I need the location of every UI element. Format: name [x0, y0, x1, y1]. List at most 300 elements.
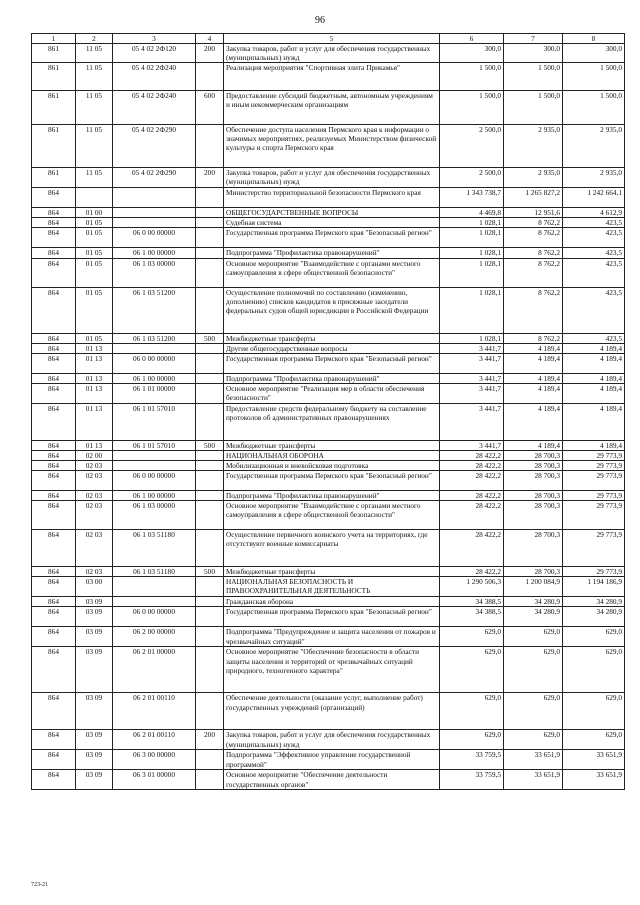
admin-code-cell: 864	[32, 471, 76, 491]
amount-year3-cell: 1 500,0	[563, 63, 625, 91]
item-name-cell: Осуществление полномочий по составлению (изменению, дополнению) списков кандидатов в присяжные заседатели федеральных судов общей юрисдикции в Российской Федерации	[224, 287, 440, 333]
amount-year1-cell: 3 441,7	[440, 353, 504, 373]
amount-year2-cell: 8 762,2	[504, 228, 563, 248]
admin-code-cell: 864	[32, 353, 76, 373]
column-number: 5	[224, 34, 440, 44]
admin-code-cell: 861	[32, 168, 76, 188]
admin-code-cell: 864	[32, 373, 76, 383]
item-name-cell: Межбюджетные трансферты	[224, 333, 440, 343]
amount-year3-cell: 300,0	[563, 44, 625, 63]
amount-year2-cell: 28 700,3	[504, 461, 563, 471]
table-row	[32, 63, 625, 91]
section-code-cell: 01 13	[76, 383, 113, 403]
amount-year3-cell: 33 651,9	[563, 750, 625, 770]
table-row	[32, 91, 625, 125]
target-article-cell: 05 4 02 2Ф290	[113, 125, 196, 168]
item-name-cell: Подпрограмма "Профилактика правонарушений"	[224, 373, 440, 383]
amount-year3-cell: 423,5	[563, 287, 625, 333]
amount-year3-cell: 29 773,9	[563, 491, 625, 501]
amount-year2-cell: 4 189,4	[504, 403, 563, 440]
item-name-cell: Основное мероприятие "Взаимодействие с органами местного самоуправления в сфере общественной безопасности"	[224, 258, 440, 287]
table-row	[32, 343, 625, 353]
table-row	[32, 567, 625, 577]
admin-code-cell: 864	[32, 501, 76, 530]
amount-year1-cell: 4 469,8	[440, 208, 504, 218]
target-article-cell: 06 1 01 00000	[113, 383, 196, 403]
expense-type-cell	[196, 228, 224, 248]
section-code-cell: 11 05	[76, 168, 113, 188]
expense-type-cell	[196, 597, 224, 607]
expense-type-cell	[196, 63, 224, 91]
item-name-cell: Государственная программа Пермского края "Безопасный регион"	[224, 471, 440, 491]
expense-type-cell: 600	[196, 91, 224, 125]
amount-year3-cell: 423,5	[563, 228, 625, 248]
target-article-cell: 06 1 03 00000	[113, 501, 196, 530]
table-row	[32, 597, 625, 607]
amount-year1-cell: 34 388,5	[440, 597, 504, 607]
admin-code-cell: 861	[32, 125, 76, 168]
section-code-cell: 01 05	[76, 258, 113, 287]
amount-year1-cell: 28 422,2	[440, 471, 504, 491]
amount-year1-cell: 1 290 506,3	[440, 577, 504, 597]
section-code-cell: 03 09	[76, 597, 113, 607]
amount-year2-cell: 629,0	[504, 730, 563, 750]
expense-type-cell	[196, 627, 224, 647]
expense-type-cell: 500	[196, 567, 224, 577]
item-name-cell: Обеспечение доступа населения Пермского края к информации о значимых мероприятиях, реализуемых Министерством физической культуры и спорта Пермского края	[224, 125, 440, 168]
amount-year2-cell: 8 762,2	[504, 248, 563, 258]
expense-type-cell	[196, 530, 224, 567]
section-code-cell: 01 05	[76, 248, 113, 258]
expense-type-cell: 500	[196, 333, 224, 343]
target-article-cell: 06 1 00 00000	[113, 373, 196, 383]
target-article-cell: 06 0 00 00000	[113, 607, 196, 627]
table-row	[32, 627, 625, 647]
target-article-cell: 06 2 01 00000	[113, 647, 196, 693]
expense-type-cell	[196, 353, 224, 373]
expense-type-cell	[196, 647, 224, 693]
amount-year2-cell: 629,0	[504, 647, 563, 693]
column-number: 2	[76, 34, 113, 44]
admin-code-cell: 864	[32, 450, 76, 460]
target-article-cell: 06 1 03 51200	[113, 333, 196, 343]
table-row	[32, 208, 625, 218]
table-row	[32, 125, 625, 168]
column-number: 3	[113, 34, 196, 44]
expense-type-cell	[196, 248, 224, 258]
amount-year1-cell: 2 500,0	[440, 168, 504, 188]
section-code-cell: 03 09	[76, 693, 113, 730]
target-article-cell: 06 1 01 57010	[113, 403, 196, 440]
amount-year1-cell: 33 759,5	[440, 770, 504, 790]
expense-type-cell	[196, 471, 224, 491]
column-number: 6	[440, 34, 504, 44]
target-article-cell: 06 0 00 00000	[113, 471, 196, 491]
section-code-cell: 01 05	[76, 287, 113, 333]
amount-year2-cell: 2 935,0	[504, 125, 563, 168]
target-article-cell: 05 4 02 2Ф240	[113, 63, 196, 91]
admin-code-cell: 864	[32, 647, 76, 693]
section-code-cell: 01 05	[76, 218, 113, 228]
admin-code-cell: 864	[32, 567, 76, 577]
section-code-cell: 03 09	[76, 770, 113, 790]
expense-type-cell	[196, 403, 224, 440]
amount-year2-cell: 33 651,9	[504, 770, 563, 790]
amount-year2-cell: 33 651,9	[504, 750, 563, 770]
amount-year3-cell: 4 189,4	[563, 403, 625, 440]
amount-year1-cell: 28 422,2	[440, 450, 504, 460]
item-name-cell: Подпрограмма "Профилактика правонарушений"	[224, 491, 440, 501]
expense-type-cell	[196, 373, 224, 383]
item-name-cell: Предоставление средств федеральному бюджету на составление протоколов об административных правонарушениях	[224, 403, 440, 440]
table-row	[32, 44, 625, 63]
amount-year3-cell: 29 773,9	[563, 461, 625, 471]
table-row	[32, 440, 625, 450]
amount-year3-cell: 34 280,9	[563, 607, 625, 627]
admin-code-cell: 864	[32, 627, 76, 647]
amount-year3-cell: 29 773,9	[563, 471, 625, 491]
table-row	[32, 353, 625, 373]
amount-year1-cell: 629,0	[440, 647, 504, 693]
amount-year2-cell: 629,0	[504, 627, 563, 647]
amount-year2-cell: 8 762,2	[504, 258, 563, 287]
target-article-cell: 06 1 00 00000	[113, 491, 196, 501]
item-name-cell: Гражданская оборона	[224, 597, 440, 607]
amount-year2-cell: 28 700,3	[504, 471, 563, 491]
admin-code-cell: 864	[32, 333, 76, 343]
expense-type-cell	[196, 491, 224, 501]
amount-year1-cell: 300,0	[440, 44, 504, 63]
table-row	[32, 373, 625, 383]
amount-year3-cell: 629,0	[563, 730, 625, 750]
expense-type-cell: 200	[196, 44, 224, 63]
amount-year3-cell: 4 189,4	[563, 373, 625, 383]
admin-code-cell: 864	[32, 577, 76, 597]
amount-year2-cell: 4 189,4	[504, 353, 563, 373]
target-article-cell: 05 4 02 2Ф290	[113, 168, 196, 188]
admin-code-cell: 864	[32, 383, 76, 403]
target-article-cell: 06 2 01 00110	[113, 730, 196, 750]
admin-code-cell: 864	[32, 461, 76, 471]
table-row	[32, 248, 625, 258]
table-row	[32, 491, 625, 501]
item-name-cell: Основное мероприятие "Реализация мер в области обеспечения безопасности"	[224, 383, 440, 403]
item-name-cell: Подпрограмма "Предупреждение и защита населения от пожаров и чрезвычайных ситуаций"	[224, 627, 440, 647]
amount-year3-cell: 423,5	[563, 258, 625, 287]
amount-year1-cell: 3 441,7	[440, 373, 504, 383]
section-code-cell: 03 09	[76, 607, 113, 627]
admin-code-cell: 864	[32, 750, 76, 770]
amount-year3-cell: 29 773,9	[563, 567, 625, 577]
expense-type-cell	[196, 501, 224, 530]
target-article-cell: 06 2 01 00110	[113, 693, 196, 730]
table-row	[32, 730, 625, 750]
amount-year3-cell: 4 189,4	[563, 353, 625, 373]
amount-year1-cell: 1 500,0	[440, 63, 504, 91]
section-code-cell: 01 13	[76, 440, 113, 450]
amount-year1-cell: 33 759,5	[440, 750, 504, 770]
item-name-cell: Подпрограмма "Эффективное управление государственной программой"	[224, 750, 440, 770]
item-name-cell: Предоставление субсидий бюджетным, автономным учреждениям и иным некоммерческим организациям	[224, 91, 440, 125]
item-name-cell: Государственная программа Пермского края "Безопасный регион"	[224, 607, 440, 627]
item-name-cell: Закупка товаров, работ и услуг для обеспечения государственных (муниципальных) нужд	[224, 730, 440, 750]
table-row	[32, 258, 625, 287]
section-code-cell: 01 05	[76, 228, 113, 248]
amount-year1-cell: 1 028,1	[440, 248, 504, 258]
amount-year1-cell: 1 028,1	[440, 333, 504, 343]
item-name-cell: Другие общегосударственные вопросы	[224, 343, 440, 353]
amount-year2-cell: 28 700,3	[504, 567, 563, 577]
admin-code-cell: 864	[32, 530, 76, 567]
expense-type-cell: 200	[196, 168, 224, 188]
amount-year1-cell: 34 388,5	[440, 607, 504, 627]
amount-year2-cell: 8 762,2	[504, 287, 563, 333]
amount-year3-cell: 1 194 186,9	[563, 577, 625, 597]
admin-code-cell: 864	[32, 607, 76, 627]
amount-year1-cell: 1 343 738,7	[440, 188, 504, 208]
amount-year3-cell: 629,0	[563, 627, 625, 647]
target-article-cell: 06 1 01 57010	[113, 440, 196, 450]
amount-year2-cell: 4 189,4	[504, 373, 563, 383]
section-code-cell: 02 03	[76, 471, 113, 491]
section-code-cell: 01 13	[76, 343, 113, 353]
section-code-cell: 02 03	[76, 461, 113, 471]
expense-type-cell	[196, 383, 224, 403]
admin-code-cell: 864	[32, 258, 76, 287]
amount-year1-cell: 1 028,1	[440, 228, 504, 248]
target-article-cell: 06 1 03 00000	[113, 258, 196, 287]
target-article-cell: 06 2 00 00000	[113, 627, 196, 647]
item-name-cell: Мобилизационная и вневойсковая подготовка	[224, 461, 440, 471]
item-name-cell: ОБЩЕГОСУДАРСТВЕННЫЕ ВОПРОСЫ	[224, 208, 440, 218]
amount-year1-cell: 629,0	[440, 627, 504, 647]
section-code-cell: 03 00	[76, 577, 113, 597]
section-code-cell: 11 05	[76, 44, 113, 63]
table-row	[32, 693, 625, 730]
amount-year3-cell: 1 242 664,1	[563, 188, 625, 208]
target-article-cell	[113, 450, 196, 460]
section-code-cell: 01 05	[76, 333, 113, 343]
amount-year1-cell: 1 500,0	[440, 91, 504, 125]
table-row	[32, 168, 625, 188]
expense-type-cell	[196, 287, 224, 333]
section-code-cell: 01 13	[76, 403, 113, 440]
amount-year1-cell: 3 441,7	[440, 403, 504, 440]
amount-year3-cell: 629,0	[563, 693, 625, 730]
target-article-cell	[113, 343, 196, 353]
amount-year2-cell: 2 935,0	[504, 168, 563, 188]
amount-year1-cell: 629,0	[440, 693, 504, 730]
target-article-cell: 06 1 03 51180	[113, 530, 196, 567]
item-name-cell: Основное мероприятие "Обеспечение безопасности в области защиты населения и территорий от чрезвычайных ситуаций природного, техногенного характера"	[224, 647, 440, 693]
expense-type-cell	[196, 577, 224, 597]
amount-year2-cell: 4 189,4	[504, 383, 563, 403]
target-article-cell: 06 0 00 00000	[113, 228, 196, 248]
section-code-cell: 01 00	[76, 208, 113, 218]
expense-type-cell	[196, 343, 224, 353]
target-article-cell: 06 3 01 00000	[113, 770, 196, 790]
amount-year2-cell: 1 265 827,2	[504, 188, 563, 208]
expense-type-cell	[196, 607, 224, 627]
target-article-cell: 05 4 02 2Ф240	[113, 91, 196, 125]
amount-year1-cell: 28 422,2	[440, 461, 504, 471]
target-article-cell	[113, 218, 196, 228]
target-article-cell: 06 3 00 00000	[113, 750, 196, 770]
table-row	[32, 188, 625, 208]
admin-code-cell: 864	[32, 730, 76, 750]
column-number: 1	[32, 34, 76, 44]
item-name-cell: Реализация мероприятия "Спортивная элита Прикамья"	[224, 63, 440, 91]
amount-year3-cell: 34 280,9	[563, 597, 625, 607]
admin-code-cell: 861	[32, 63, 76, 91]
item-name-cell: НАЦИОНАЛЬНАЯ БЕЗОПАСНОСТЬ И ПРАВООХРАНИТЕЛЬНАЯ ДЕЯТЕЛЬНОСТЬ	[224, 577, 440, 597]
column-number: 7	[504, 34, 563, 44]
table-row	[32, 530, 625, 567]
budget-table	[31, 33, 625, 790]
table-row	[32, 403, 625, 440]
admin-code-cell: 864	[32, 188, 76, 208]
table-row	[32, 607, 625, 627]
target-article-cell: 06 0 00 00000	[113, 353, 196, 373]
item-name-cell: Межбюджетные трансферты	[224, 440, 440, 450]
admin-code-cell: 864	[32, 218, 76, 228]
expense-type-cell	[196, 693, 224, 730]
item-name-cell: Государственная программа Пермского края "Безопасный регион"	[224, 353, 440, 373]
admin-code-cell: 864	[32, 403, 76, 440]
amount-year3-cell: 1 500,0	[563, 91, 625, 125]
table-row	[32, 577, 625, 597]
table-row	[32, 770, 625, 790]
table-row	[32, 501, 625, 530]
amount-year3-cell: 33 651,9	[563, 770, 625, 790]
section-code-cell	[76, 188, 113, 208]
admin-code-cell: 864	[32, 248, 76, 258]
amount-year2-cell: 34 280,9	[504, 607, 563, 627]
amount-year3-cell: 29 773,9	[563, 530, 625, 567]
section-code-cell: 03 09	[76, 750, 113, 770]
target-article-cell	[113, 208, 196, 218]
table-row	[32, 450, 625, 460]
expense-type-cell	[196, 125, 224, 168]
section-code-cell: 02 00	[76, 450, 113, 460]
amount-year3-cell: 4 189,4	[563, 383, 625, 403]
section-code-cell: 03 09	[76, 627, 113, 647]
target-article-cell	[113, 188, 196, 208]
admin-code-cell: 864	[32, 597, 76, 607]
table-row	[32, 383, 625, 403]
admin-code-cell: 864	[32, 693, 76, 730]
expense-type-cell	[196, 461, 224, 471]
item-name-cell: Судебная система	[224, 218, 440, 228]
column-number: 8	[563, 34, 625, 44]
table-row	[32, 228, 625, 248]
amount-year2-cell: 8 762,2	[504, 333, 563, 343]
amount-year3-cell: 29 773,9	[563, 501, 625, 530]
target-article-cell: 06 1 00 00000	[113, 248, 196, 258]
item-name-cell: Государственная программа Пермского края "Безопасный регион"	[224, 228, 440, 248]
amount-year3-cell: 4 189,4	[563, 440, 625, 450]
table-row	[32, 461, 625, 471]
section-code-cell: 03 09	[76, 647, 113, 693]
admin-code-cell: 861	[32, 91, 76, 125]
expense-type-cell: 200	[196, 730, 224, 750]
amount-year3-cell: 4 189,4	[563, 343, 625, 353]
amount-year2-cell: 34 280,9	[504, 597, 563, 607]
amount-year1-cell: 3 441,7	[440, 440, 504, 450]
column-number: 4	[196, 34, 224, 44]
amount-year1-cell: 1 028,1	[440, 258, 504, 287]
table-row	[32, 287, 625, 333]
amount-year1-cell: 28 422,2	[440, 491, 504, 501]
target-article-cell	[113, 461, 196, 471]
item-name-cell: Основное мероприятие "Взаимодействие с органами местного самоуправления в сфере общественной безопасности"	[224, 501, 440, 530]
section-code-cell: 02 03	[76, 567, 113, 577]
item-name-cell: Осуществление первичного воинского учета на территориях, где отсутствуют военные комиссариаты	[224, 530, 440, 567]
amount-year1-cell: 28 422,2	[440, 567, 504, 577]
table-row	[32, 750, 625, 770]
admin-code-cell: 864	[32, 770, 76, 790]
amount-year2-cell: 1 200 084,9	[504, 577, 563, 597]
amount-year1-cell: 2 500,0	[440, 125, 504, 168]
admin-code-cell: 864	[32, 491, 76, 501]
table-row	[32, 218, 625, 228]
expense-type-cell	[196, 218, 224, 228]
item-name-cell: Межбюджетные трансферты	[224, 567, 440, 577]
section-code-cell: 03 09	[76, 730, 113, 750]
admin-code-cell: 861	[32, 44, 76, 63]
item-name-cell: Закупка товаров, работ и услуг для обеспечения государственных (муниципальных) нужд	[224, 168, 440, 188]
item-name-cell: Обеспечение деятельности (оказание услуг, выполнение работ) государственных учреждений (организаций)	[224, 693, 440, 730]
expense-type-cell	[196, 208, 224, 218]
admin-code-cell: 864	[32, 228, 76, 248]
expense-type-cell	[196, 770, 224, 790]
amount-year2-cell: 28 700,3	[504, 530, 563, 567]
target-article-cell	[113, 577, 196, 597]
amount-year1-cell: 28 422,2	[440, 501, 504, 530]
section-code-cell: 11 05	[76, 125, 113, 168]
amount-year3-cell: 29 773,9	[563, 450, 625, 460]
amount-year1-cell: 28 422,2	[440, 530, 504, 567]
amount-year2-cell: 28 700,3	[504, 450, 563, 460]
admin-code-cell: 864	[32, 440, 76, 450]
section-code-cell: 11 05	[76, 91, 113, 125]
amount-year3-cell: 2 935,0	[563, 125, 625, 168]
footer-code: 723-21	[31, 882, 48, 888]
amount-year3-cell: 2 935,0	[563, 168, 625, 188]
expense-type-cell	[196, 188, 224, 208]
target-article-cell: 05 4 02 2Ф120	[113, 44, 196, 63]
amount-year2-cell: 4 189,4	[504, 440, 563, 450]
amount-year2-cell: 28 700,3	[504, 501, 563, 530]
expense-type-cell	[196, 450, 224, 460]
section-code-cell: 02 03	[76, 501, 113, 530]
section-code-cell: 02 03	[76, 491, 113, 501]
amount-year2-cell: 300,0	[504, 44, 563, 63]
amount-year2-cell: 1 500,0	[504, 91, 563, 125]
amount-year1-cell: 3 441,7	[440, 343, 504, 353]
table-row	[32, 647, 625, 693]
item-name-cell: Основное мероприятие "Обеспечение деятельности государственных органов"	[224, 770, 440, 790]
table-row	[32, 333, 625, 343]
target-article-cell: 06 1 03 51200	[113, 287, 196, 333]
amount-year1-cell: 1 028,1	[440, 218, 504, 228]
section-code-cell: 11 05	[76, 63, 113, 91]
amount-year2-cell: 1 500,0	[504, 63, 563, 91]
target-article-cell: 06 1 03 51180	[113, 567, 196, 577]
expense-type-cell: 500	[196, 440, 224, 450]
column-number-row	[32, 34, 625, 44]
amount-year3-cell: 423,5	[563, 218, 625, 228]
